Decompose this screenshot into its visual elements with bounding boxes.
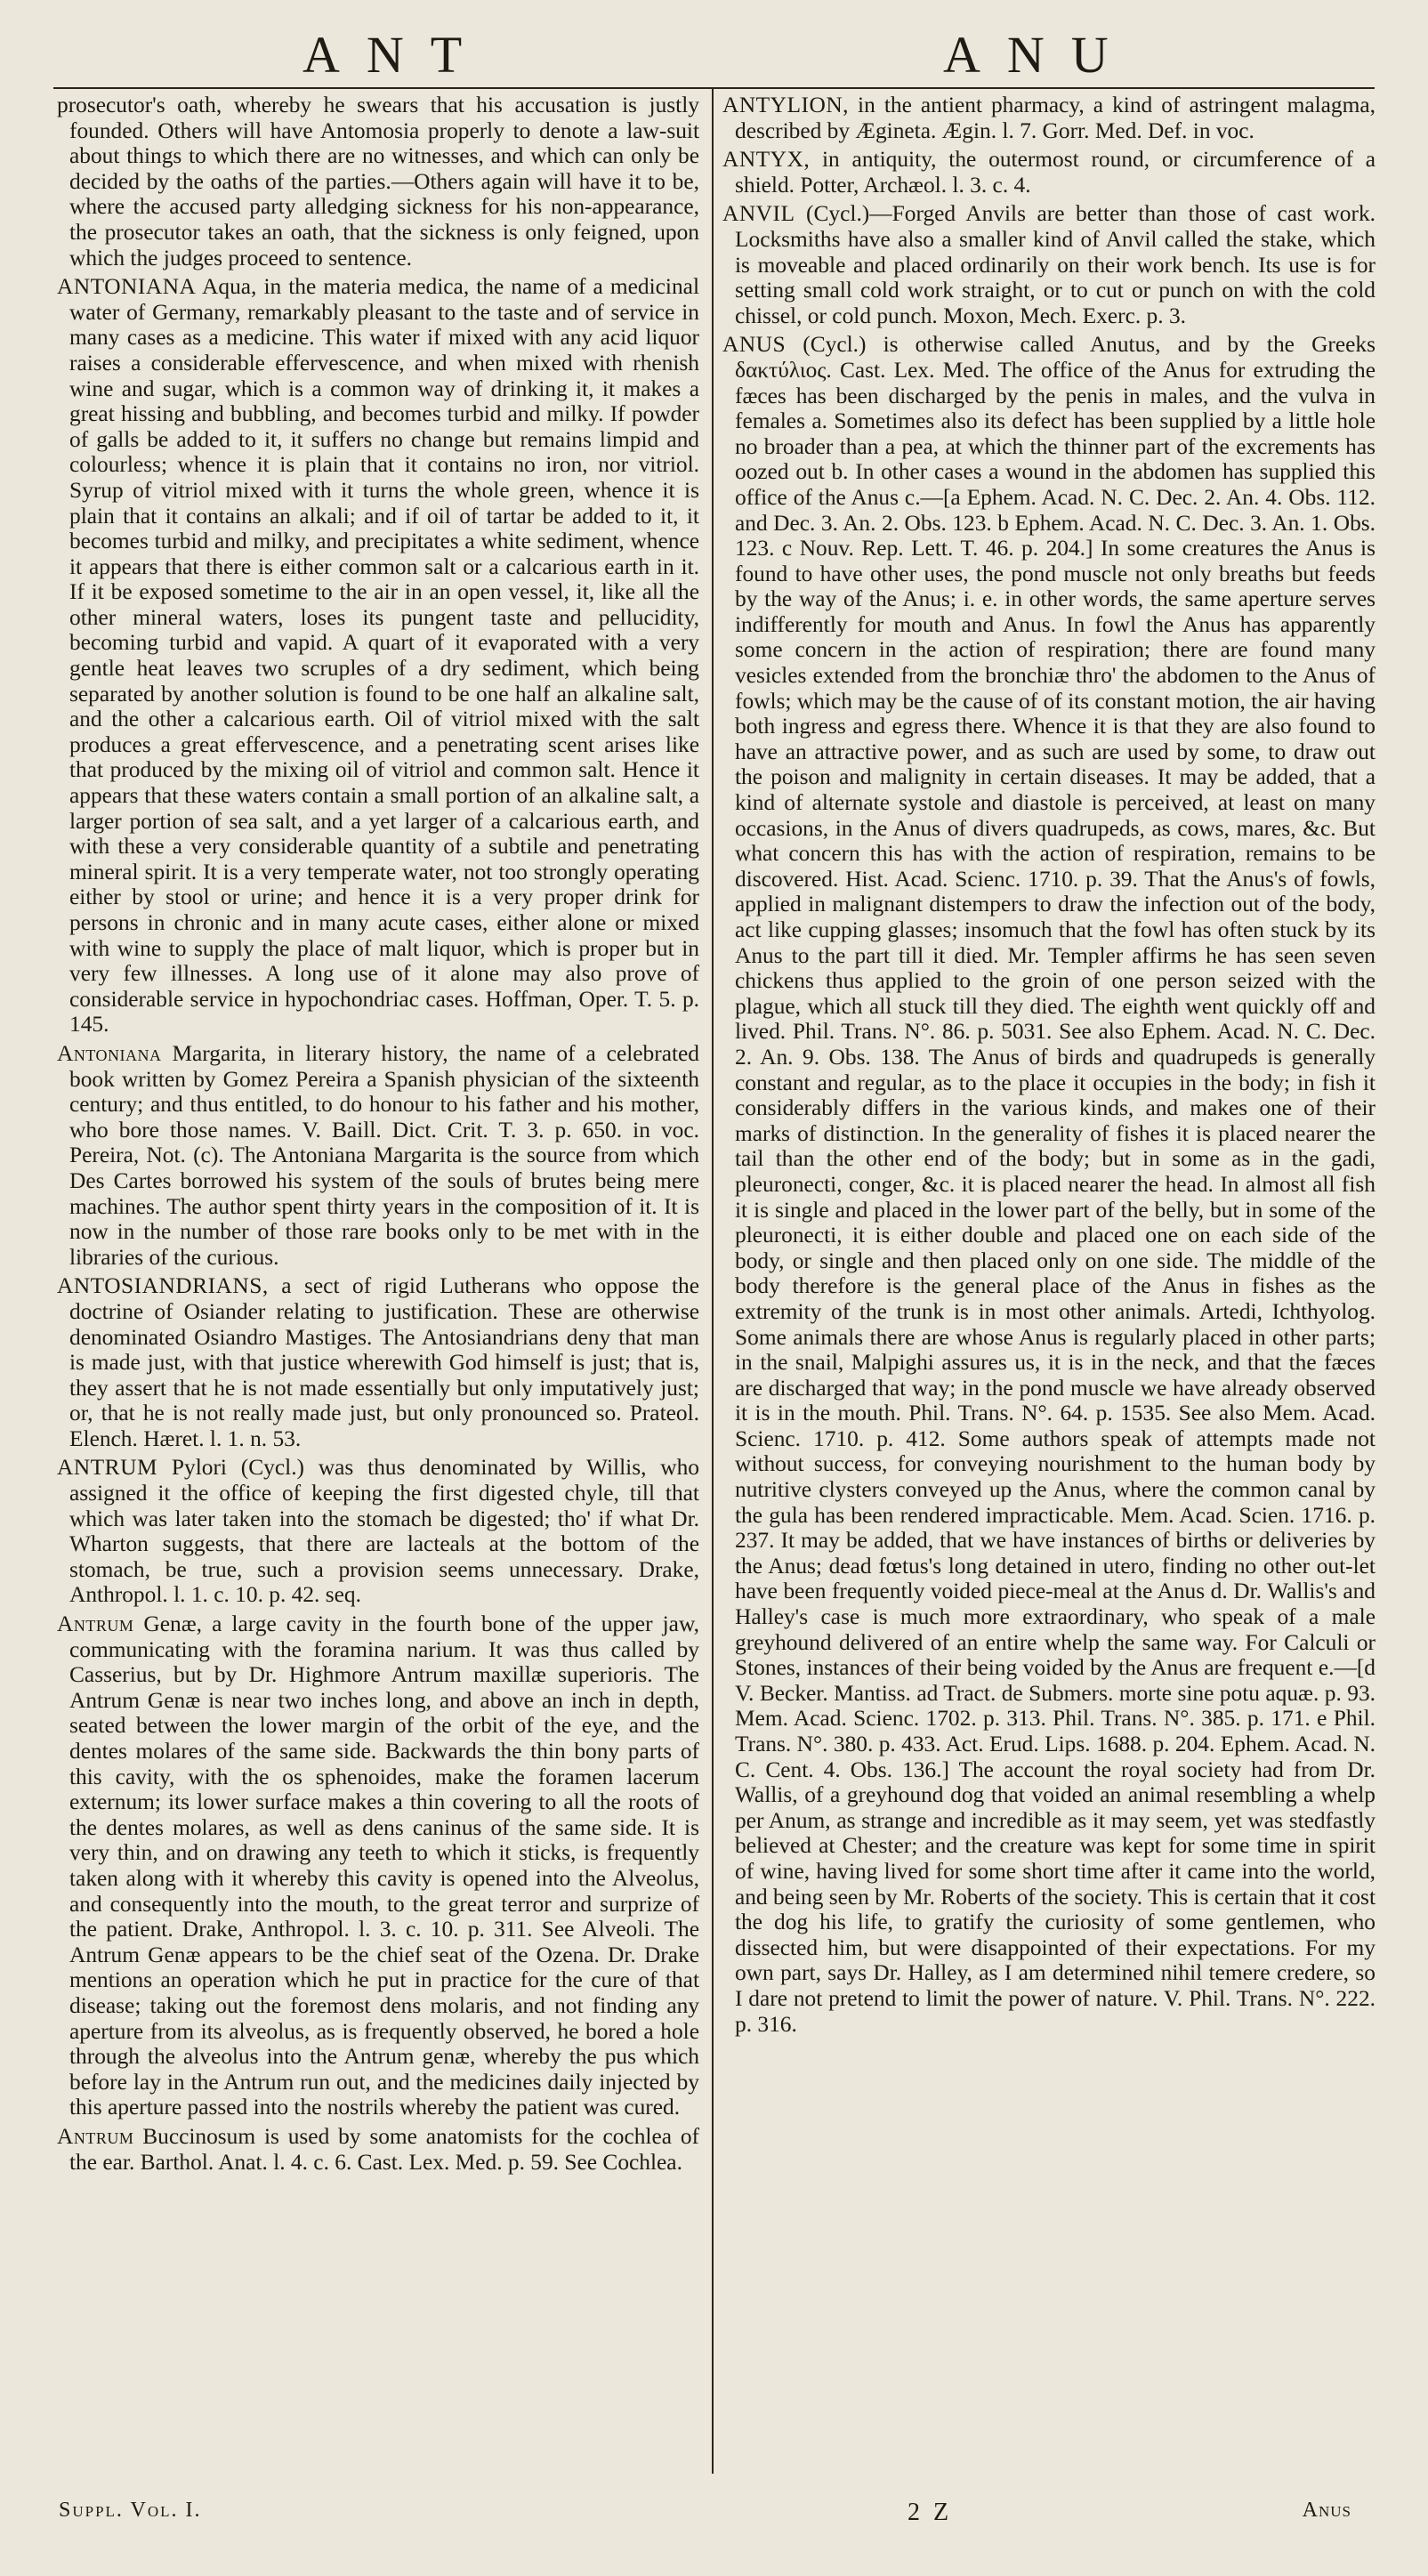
sheet-mark: 2 Z: [908, 2499, 953, 2526]
column-divider: [712, 89, 714, 2474]
entry: ANTRUM Pylori (Cycl.) was thus denominated by Willis, who assigned it the office of keeping the first digested chyle, till that which was later taken into the stomach be digested; tho' if what Dr. Wharton suggests, that there are lacteals at the bottom of the stomach, be true, such a provision seems unnecessary. Drake, Anthropol. l. 1. c. 10. p. 42. seq.: [57, 1455, 699, 1608]
headword: Antrum: [57, 1611, 134, 1637]
headword: ANVIL: [722, 201, 795, 227]
headword: Antrum: [57, 2123, 134, 2149]
headword: ANTYLION,: [722, 93, 850, 117]
entry: ANTONIANA Aqua, in the materia medica, the name of a medicinal water of Germany, remarkably pleasant to the taste and of service in many cases as a medicine. This water if mixed with any acid liquor raises a considerable effervescence, and when mixed with rhenish wine and sugar, which is a common way of drinking it, it makes a great hissing and bubbling, and becomes turbid and milky. If powder of galls be added to it, it suffers no change but remains limpid and colourless; whence it is plain that it contains no iron, nor vitriol. Syrup of vitriol mixed with it turns the whole green, whence it is plain that it contains an alkali; and if oil of tartar be added to it, it becomes turbid and milky, and precipitates a white sediment, whence it appears that there is either common salt or a calcarious earth in it. If it be exposed sometime to the air in an open vessel, it, like all the other mineral waters, loses its pungent taste and pellucidity, becoming turbid and vapid. A quart of it evaporated with a very gentle heat leaves two scruples of a dry sediment, which being separated by another solution is found to be one half an alkaline salt, and the other a calcarious earth. Oil of vitriol mixed with the salt produces a great effervescence, and a penetrating scent arises like that produced by the mixing oil of vitriol and common salt. Hence it appears that these waters contain a small portion of an alkaline salt, a larger portion of sea salt, and a yet larger of a calcarious earth, and with these a very considerable quantity of a subtile and penetrating mineral spirit. It is a very temperate water, not too strongly operating either by stool or urine; and hence it is a very proper drink for persons in chronic and in many acute cases, either alone or mixed with wine to supply the place of malt liquor, which is proper but in very few illnesses. A long use of it alone may also prove of considerable service in hypochondriac cases. Hoffman, Oper. T. 5. p. 145.: [57, 274, 699, 1038]
entry: ANUS (Cycl.) is otherwise called Anutus, and by the Greeks δακτύλιος. Cast. Lex. Med. The office of the Anus for extruding the fæces has been discharged by the penis in males, and the vulva in females a. Sometimes also its defect has been supplied by a little hole no broader than a pea, at which the thinner part of the excrements has oozed out b. In other cases a wound in the abdomen has supplied this office of the Anus c.—[a Ephem. Acad. N. C. Dec. 2. An. 4. Obs. 112. and Dec. 3. An. 2. Obs. 123. b Ephem. Acad. N. C. Dec. 3. An. 1. Obs. 123. c Nouv. Rep. Lett. T. 46. p. 204.] In some creatures the Anus is found to have other uses, the pond muscle not only breaths but feeds by the way of the Anus; i. e. in other words, the same aperture serves indifferently for mouth and Anus. In fowl the Anus has apparently some concern in the action of respiration; there are found many vesicles extended from the bronchiæ thro' the abdomen to the Anus of fowls; which may be the cause of of its constant motion, the air having both ingress and egress there. Whence it is that they are also found to have an attractive power, and as such are used by some, to draw out the poison and malignity in certain diseases. It may be added, that a kind of alternate systole and diastole is perceived, at least on many occasions, in the Anus of divers quadrupeds, as cows, mares, &c. But what concern this has with the action of respiration, remains to be discovered. Hist. Acad. Scienc. 1710. p. 39. That the Anus's of fowls, applied in malignant distempers to draw the infection out of the body, act like cupping glasses; insomuch that the fowl has often stuck by its Anus to the part till it died. Mr. Templer affirms he has seen seven chickens thus applied to the groin of one person seized with the plague, which all stuck till they died. The eighth went quickly off and lived. Phil. Trans. N°. 86. p. 5031. See also Ephem. Acad. N. C. Dec. 2. An. 9. Obs. 138. The Anus of birds and quadrupeds is generally constant and regular, as to the place it occupies in the body; in fish it considerably differs in the various kinds, and makes one of their marks of distinction. In the generality of fishes it is placed nearer the tail than the other end of the body; but in some as in the gadi, pleuronecti, conger, &c. it is placed nearer the head. In almost all fish it is single and placed in the lower part of the belly, but in some of the pleuronecti, it is either double and placed one on each side of the body, or single and then placed only on one side. The middle of the body therefore is the general place of the Anus in fishes as the extremity of the trunk is in most other animals. Artedi, Ichthyolog. Some animals there are whose Anus is regularly placed in other parts; in the snail, Malpighi assures us, it is in the neck, and that the fæces are discharged that way; in the pond muscle we have already observed it is in the mouth. Phil. Trans. N°. 64. p. 1535. See also Mem. Acad. Scienc. 1710. p. 412. Some authors speak of attempts made not without success, for conveying nourishment to the human body by nutritive clysters conveyed up the Anus, where the common canal by the gula has been rendered impracticable. Mem. Acad. Scien. 1716. p. 237. It may be added, that we have instances of births or deliveries by the Anus; dead fœtus's long detained in utero, finding no other out-let have been frequently voided piece-meal at the Anus d. Dr. Wallis's and Halley's case is much more extraordinary, who speak of a male greyhound delivered of an entire whelp the same way. For Calculi or Stones, instances of their being voided by the Anus are frequent e.—[d V. Becker. Mantiss. ad Tract. de Submers. morte sine potu aquæ. p. 93. Mem. Acad. Scienc. 1702. p. 313. Phil. Trans. N°. 385. p. 171. e Phil. Trans. N°. 380. p. 433. Act. Erud. Lips. 1688. p. 204. Ephem. Acad. N. C. Cent. 4. Obs. 136.] The account the royal society had from Dr. Wallis, of a greyhound dog that voided an animal resembling a whelp per Anum, as strange and incredible as it may seem, yet was stedfastly believed at Chester; and the creature was kept for some time in spirit of wine, having lived for some short time after it came into the world, and being seen by Mr. Roberts of the society. This is certain that it cost the dog his life, to gratify the curiosity of some gentlemen, who dissected him, but were disappointed of their expectations. For my own part, says Dr. Halley, as I am determined nihil temere credere, so I dare not pretend to limit the power of nature. V. Phil. Trans. N°. 222. p. 316.: [722, 332, 1376, 2037]
headword: ANTRUM: [57, 1455, 158, 1481]
headword: Antoniana: [57, 1040, 162, 1066]
header-rule: [53, 87, 1375, 89]
entry: prosecutor's oath, whereby he swears that his accusation is justly founded. Others will have Antomosia properly to denote a law-suit about things to which there are no witnesses, and which can only be decided by the oaths of the parties.—Others again will have it to be, where the accused party alledging sickness for his non-appearance, the prosecutor takes an oath, that the sickness is only feigned, upon which the judges proceed to sentence.: [57, 93, 699, 271]
entry: ANTOSIANDRIANS, a sect of rigid Lutherans who oppose the doctrine of Osiander relating to justification. These are otherwise denominated Osiandro Mastiges. The Antosiandrians deny that man is made just, with that justice wherewith God himself is just; that is, they assert that he is not made essentially but only imputatively just; or, that he is not really made just, but only pronounced so. Prateol. Elench. Hæret. l. 1. n. 53.: [57, 1273, 699, 1451]
headword: ANTYX,: [722, 147, 811, 173]
headword: ANTONIANA: [57, 274, 197, 300]
catchword: Anus: [1302, 2499, 1351, 2522]
running-head-right: ANU: [943, 26, 1135, 84]
left-column: [57, 93, 699, 2468]
headword: ANTOSIANDRIANS,: [57, 1273, 269, 1299]
entry: Antoniana Margarita, in literary history, the name of a celebrated book written by Gomez Pereira a Spanish physician of the sixteenth century; and thus entitled, to do honour to his father and his mother, who bore those names. V. Baill. Dict. Crit. T. 3. p. 650. in voc. Pereira, Not. (c). The Antoniana Margarita is the source from which Des Cartes borrowed his system of the souls of brutes being mere machines. The author spent thirty years in the composition of it. It is now in the number of those rare books only to be met with in the libraries of the curious.: [57, 1040, 699, 1270]
headword: ANUS: [722, 332, 787, 358]
running-head-left: ANT: [303, 26, 489, 84]
entry: ANVIL (Cycl.)—Forged Anvils are better than those of cast work. Locksmiths have also a smaller kind of Anvil called the stake, which is moveable and placed ordinarily on their work bench. Its use is for setting small cold work straight, or to cut or punch on with the cold chissel, or cold punch. Moxon, Mech. Exerc. p. 3.: [722, 201, 1376, 328]
right-column: [722, 93, 1376, 2468]
entry: ANTYLION, in the antient pharmacy, a kind of astringent malagma, described by Ægineta. Ægin. l. 7. Gorr. Med. Def. in voc.: [722, 93, 1376, 143]
entry: ANTYX, in antiquity, the outermost round, or circumference of a shield. Potter, Archæol. l. 3. c. 4.: [722, 147, 1376, 198]
entry: Antrum Genæ, a large cavity in the fourth bone of the upper jaw, communicating with the foramina narium. It was thus called by Casserius, but by Dr. Highmore Antrum maxillæ superioris. The Antrum Genæ is near two inches long, and above an inch in depth, seated between the lower margin of the orbit of the eye, and the dentes molares of the same side. Backwards the thin bony parts of this cavity, with the os sphenoides, make the foramen lacerum externum; its lower surface makes a thin covering to all the roots of the dentes molares, as well as dens caninus of the same side. It is very thin, and on drawing any teeth to which it sticks, is frequently taken along with it whereby this cavity is opened into the Alveolus, and consequently into the mouth, to the great terror and surprize of the patient. Drake, Anthropol. l. 3. c. 10. p. 311. See Alveoli. The Antrum Genæ appears to be the chief seat of the Ozena. Dr. Drake mentions an operation which he put in practice for the cure of that disease; taking out the foremost dens molaris, and not finding any aperture from its alveolus, as is frequently observed, he bored a hole through the alveolus into the Antrum genæ, whereby the pus which before lay in the Antrum run out, and the medicines daily injected by this aperture passed into the nostrils whereby the patient was cured.: [57, 1611, 699, 2120]
entry: Antrum Buccinosum is used by some anatomists for the cochlea of the ear. Barthol. Anat. l. 4. c. 6. Cast. Lex. Med. p. 59. See Cochlea.: [57, 2123, 699, 2175]
signature-line: Suppl. Vol. I.: [59, 2499, 202, 2522]
